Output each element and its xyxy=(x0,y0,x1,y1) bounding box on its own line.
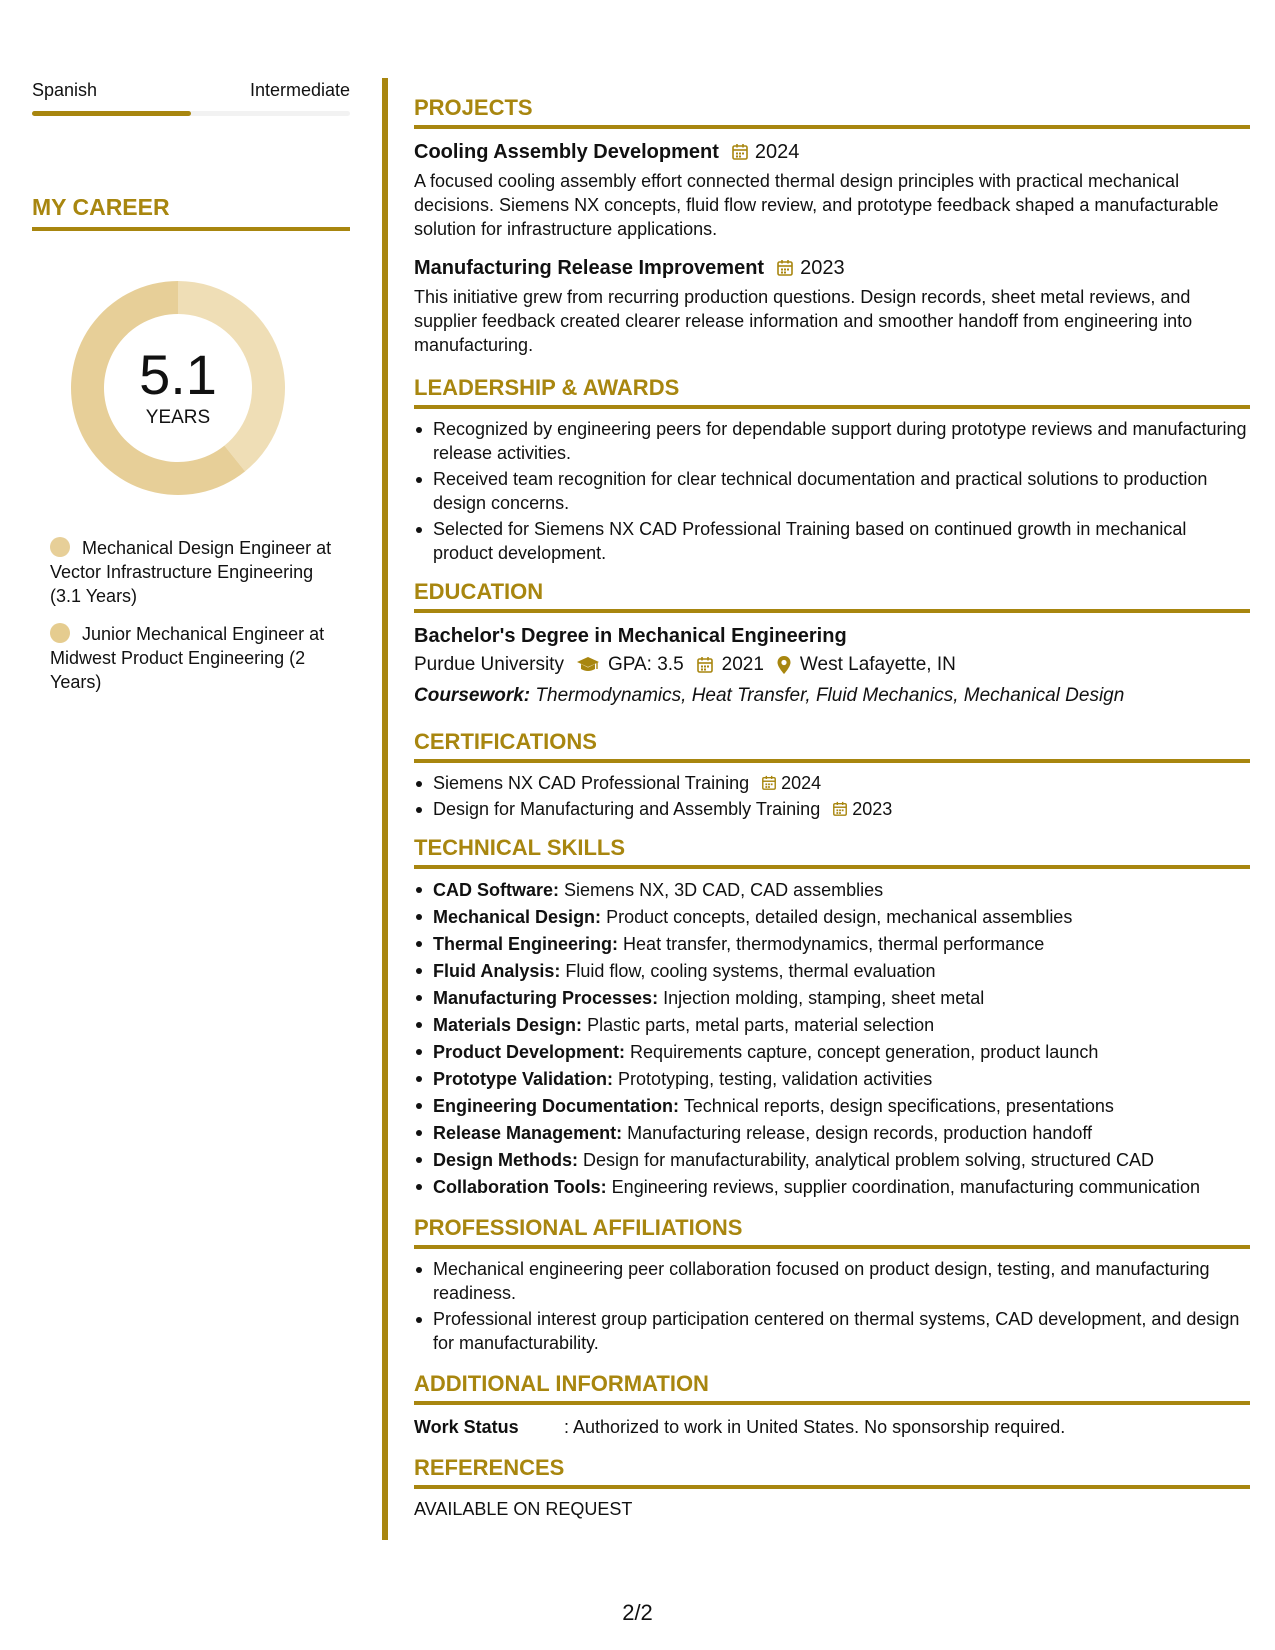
career-legend xyxy=(50,536,340,694)
project-year: 2023 xyxy=(800,257,845,279)
project-description: A focused cooling assembly effort connected thermal design principles with practical mechanical decisions. Siemens NX concepts, fluid flow review, and prototype feedback shaped a manufacturable solution for infrastructure applications. xyxy=(414,171,1219,239)
skill-value: Heat transfer, thermodynamics, thermal performance xyxy=(623,934,1045,954)
left-column xyxy=(32,80,350,708)
work-status-label: Work Status xyxy=(414,1417,519,1437)
list-item: Mechanical engineering peer collaboration focused on product design, testing, and manufacturing readiness. xyxy=(414,1257,1250,1305)
skill-label: Materials Design: xyxy=(433,1015,583,1035)
skill-label: Engineering Documentation: xyxy=(433,1096,680,1116)
skill-label: Mechanical Design: xyxy=(433,907,602,927)
skill-item xyxy=(414,1066,1250,1093)
skill-label: Manufacturing Processes: xyxy=(433,988,659,1008)
calendar-icon xyxy=(696,656,714,674)
career-heading: MY CAREER xyxy=(32,194,170,220)
skill-value: Product concepts, detailed design, mechanical assemblies xyxy=(606,907,1073,927)
section-rule xyxy=(414,759,1250,763)
skill-value: Design for manufacturability, analytical problem solving, structured CAD xyxy=(583,1150,1154,1170)
cert-year: 2023 xyxy=(852,799,893,819)
skill-value: Prototyping, testing, validation activities xyxy=(618,1069,933,1089)
awards-heading: LEADERSHIP & AWARDS xyxy=(414,375,680,400)
skill-item xyxy=(414,1147,1250,1174)
skill-item xyxy=(414,1093,1250,1120)
skill-label: Release Management: xyxy=(433,1123,623,1143)
section-rule xyxy=(414,865,1250,869)
education-location: West Lafayette, IN xyxy=(799,654,956,675)
skills-heading: TECHNICAL SKILLS xyxy=(414,835,626,860)
project-title: Manufacturing Release Improvement xyxy=(414,257,765,279)
language-row xyxy=(32,80,350,101)
legend-dot xyxy=(50,537,70,557)
section-rule xyxy=(414,1245,1250,1249)
career-total-unit: YEARS xyxy=(145,407,211,428)
work-status-row xyxy=(414,1415,1250,1439)
skill-value: Siemens NX, 3D CAD, CAD assemblies xyxy=(564,880,884,900)
language-proficiency-fill xyxy=(32,111,191,116)
calendar-icon xyxy=(776,259,794,277)
cert-name: Design for Manufacturing and Assembly Training xyxy=(433,799,821,819)
legend-text: Junior Mechanical Engineer at Midwest Product Engineering (2 Years) xyxy=(50,624,325,692)
language-name: Spanish xyxy=(32,80,98,100)
right-column xyxy=(414,95,1250,1520)
affiliations-list xyxy=(414,1257,1250,1355)
skill-value: Engineering reviews, supplier coordination, manufacturing communication xyxy=(611,1177,1200,1197)
project-description: This initiative grew from recurring production questions. Design records, sheet metal reviews, and supplier feedback created clearer release information and smoother handoff from engineering into manufacturing. xyxy=(414,287,1193,355)
career-donut-chart xyxy=(66,276,290,500)
career-total-years: 5.1 xyxy=(139,343,217,406)
skill-value: Manufacturing release, design records, production handoff xyxy=(627,1123,1093,1143)
skill-value: Technical reports, design specifications, presentations xyxy=(683,1096,1114,1116)
coursework-list: Thermodynamics, Heat Transfer, Fluid Mechanics, Mechanical Design xyxy=(535,685,1125,706)
skill-item xyxy=(414,1174,1250,1201)
skill-value: Fluid flow, cooling systems, thermal evaluation xyxy=(565,961,936,981)
certifications-list xyxy=(414,771,1250,821)
skill-item xyxy=(414,931,1250,958)
skill-label: CAD Software: xyxy=(433,880,560,900)
skill-label: Design Methods: xyxy=(433,1150,579,1170)
education-school: Purdue University xyxy=(414,654,564,675)
certifications-heading: CERTIFICATIONS xyxy=(414,729,597,754)
education-meta xyxy=(414,651,1250,679)
graduation-cap-icon xyxy=(576,656,600,674)
skill-item xyxy=(414,904,1250,931)
references-heading: REFERENCES xyxy=(414,1455,565,1480)
calendar-icon xyxy=(761,775,777,791)
coursework-label: Coursework: xyxy=(414,685,531,706)
affiliations-heading: PROFESSIONAL AFFILIATIONS xyxy=(414,1215,743,1240)
additional-heading: ADDITIONAL INFORMATION xyxy=(414,1371,709,1396)
calendar-icon xyxy=(731,143,749,161)
education-heading: EDUCATION xyxy=(414,579,544,604)
skill-item xyxy=(414,958,1250,985)
section-rule xyxy=(414,609,1250,613)
list-item: Selected for Siemens NX CAD Professional Training based on continued growth in mechanical product development. xyxy=(414,517,1250,565)
skill-item xyxy=(414,877,1250,904)
project-year: 2024 xyxy=(754,141,800,163)
skill-item xyxy=(414,1120,1250,1147)
skill-value: Injection molding, stamping, sheet metal xyxy=(663,988,985,1008)
awards-list xyxy=(414,417,1250,565)
legend-item xyxy=(50,536,340,608)
cert-name: Siemens NX CAD Professional Training xyxy=(433,773,750,793)
language-proficiency-bar xyxy=(32,111,350,116)
page-number: 2/2 xyxy=(622,1600,653,1625)
education-year: 2021 xyxy=(721,654,764,675)
list-item xyxy=(414,771,1250,795)
skill-label: Prototype Validation: xyxy=(433,1069,614,1089)
column-divider xyxy=(382,78,388,1540)
calendar-icon xyxy=(832,801,848,817)
skill-label: Collaboration Tools: xyxy=(433,1177,607,1197)
references-text: AVAILABLE ON REQUEST xyxy=(414,1499,633,1519)
skill-label: Product Development: xyxy=(433,1042,626,1062)
list-item: Recognized by engineering peers for dependable support during prototype reviews and manufacturing release activities. xyxy=(414,417,1250,465)
section-rule xyxy=(414,1401,1250,1405)
project-title-row xyxy=(414,255,1250,281)
legend-dot xyxy=(50,623,70,643)
section-rule xyxy=(414,405,1250,409)
education-gpa: GPA: 3.5 xyxy=(607,654,684,675)
skills-list xyxy=(414,877,1250,1201)
work-status-value: : Authorized to work in United States. No sponsorship required. xyxy=(564,1417,1066,1437)
career-heading-rule xyxy=(32,227,350,231)
language-level: Intermediate xyxy=(249,80,350,100)
project-title: Cooling Assembly Development xyxy=(414,141,719,163)
skill-item xyxy=(414,985,1250,1012)
list-item: Received team recognition for clear technical documentation and practical solutions to production design concerns. xyxy=(414,467,1250,515)
skill-value: Requirements capture, concept generation, product launch xyxy=(630,1042,1099,1062)
skill-item xyxy=(414,1012,1250,1039)
cert-year: 2024 xyxy=(781,773,822,793)
skill-value: Plastic parts, metal parts, material selection xyxy=(587,1015,935,1035)
legend-item xyxy=(50,622,340,694)
project-title-row xyxy=(414,139,1250,165)
donut-center xyxy=(66,276,290,500)
education-coursework xyxy=(414,683,1250,709)
list-item xyxy=(414,797,1250,821)
section-rule xyxy=(414,1485,1250,1489)
list-item: Professional interest group participation centered on thermal systems, CAD development, and design for manufacturability. xyxy=(414,1307,1250,1355)
skill-label: Thermal Engineering: xyxy=(433,934,619,954)
section-rule xyxy=(414,125,1250,129)
legend-text: Mechanical Design Engineer at Vector Infrastructure Engineering (3.1 Years) xyxy=(50,538,332,606)
skill-item xyxy=(414,1039,1250,1066)
location-pin-icon xyxy=(776,655,792,675)
skill-label: Fluid Analysis: xyxy=(433,961,561,981)
education-degree: Bachelor's Degree in Mechanical Engineering xyxy=(414,625,847,647)
projects-heading: PROJECTS xyxy=(414,95,533,120)
